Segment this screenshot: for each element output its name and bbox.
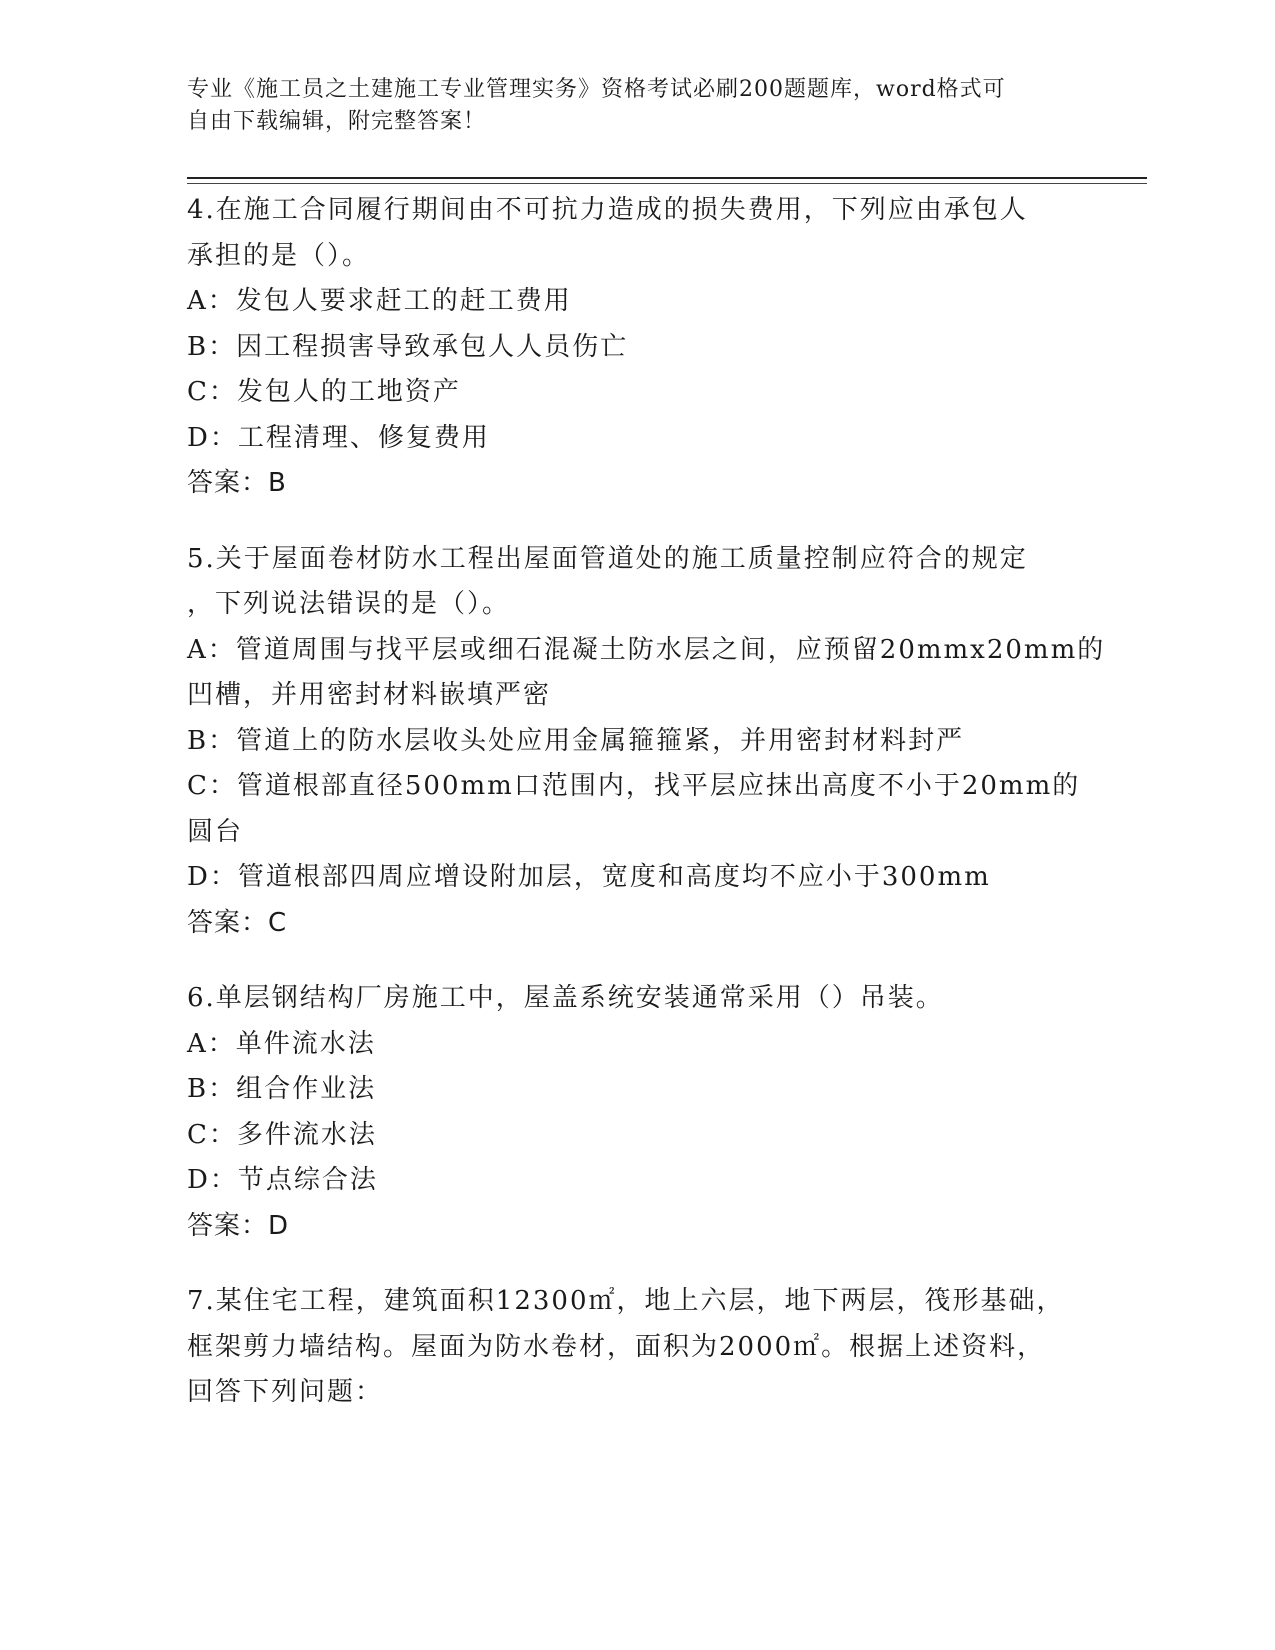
option-line: A：管道周围与找平层或细石混凝土防水层之间，应预留20mmx20mm的 [187,634,1106,665]
question-stem-line: 4.在施工合同履行期间由不可抗力造成的损失费用，下列应由承包人 [187,195,1028,225]
option-line: D：管道根部四周应增设附加层，宽度和高度均不应小于300mm [187,862,991,892]
document-header [187,74,1067,138]
option-line: A：发包人要求赶工的赶工费用 [187,286,572,316]
header-title-line-1: 专业《施工员之土建施工专业管理实务》资格考试必刷200题题库，word格式可 [187,77,1006,102]
question-list [187,188,1106,1446]
question-stem-line: 7.某住宅工程，建筑面积12300㎡，地上六层，地下两层，筏形基础， [187,1286,1065,1316]
answer-line: 答案：B [187,468,287,498]
option-line: B：组合作业法 [187,1074,377,1104]
option-line: C：发包人的工地资产 [187,377,461,407]
question-stem-line: 框架剪力墙结构。屋面为防水卷材，面积为2000㎡。根据上述资料， [187,1331,1046,1362]
option-line: B：管道上的防水层收头处应用金属箍箍紧，并用密封材料封严 [187,725,965,756]
question-stem-line: 6.单层钢结构厂房施工中，屋盖系统安装通常采用（）吊装。 [187,983,944,1013]
question-block [187,976,1087,1249]
header-divider-thick [187,177,1147,179]
option-line: C：管道根部直径500mm口范围内，找平层应抹出高度不小于20mm的 [187,771,1081,801]
question-stem-line: 回答下列问题： [187,1377,384,1407]
option-line: C：多件流水法 [187,1119,377,1150]
option-line: B：因工程损害导致承包人人员伤亡 [187,331,629,362]
question-block [187,188,1087,507]
question-stem-line: ，下列说法错误的是（）。 [187,589,511,619]
answer-line: 答案：C [187,907,288,938]
option-line: 凹槽，并用密封材料嵌填严密 [187,680,552,710]
option-line: 圆台 [187,816,244,847]
question-stem-line: 承担的是（）。 [187,240,371,271]
question-block [187,1279,1087,1416]
option-line: D：节点综合法 [187,1165,378,1195]
header-divider-thin [187,183,1147,184]
option-line: D：工程清理、修复费用 [187,422,490,453]
answer-line: 答案：D [187,1210,290,1241]
header-title-line-2: 自由下载编辑，附完整答案！ [187,109,487,134]
question-stem-line: 5.关于屋面卷材防水工程出屋面管道处的施工质量控制应符合的规定 [187,543,1028,574]
question-block [187,537,1106,947]
option-line: A：单件流水法 [187,1028,376,1059]
